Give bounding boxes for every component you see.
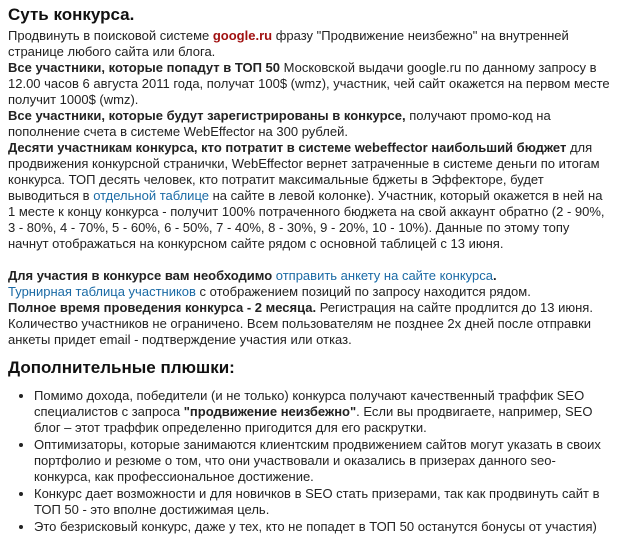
budget-bold: Десяти участникам конкурса, кто потратит в системе webeffector наибольший бюджет (8, 140, 567, 155)
list-item: • Конкурс дает возможности и для новичков в SEO стать призерами, так как продвинуть сайт в ТОП 50 - это вполне достижимая цель. (34, 486, 612, 518)
budget-text-end: на сайте в левой колонке). Участник, который окажется в ней на 1 месте к концу конкурса - получит 100% потраченного бюджета на свой аккаунт обратно (2 - 90%, 3 - 80%, 4 - 70%, 5 - 60%, 6 - 50%, 7 - 40%, 8 - 30%, 9 - 20%, 10 - 10%). Данные по этому топу начнут отображаться на конкурсном сайте рядом с основной таблицей с 13 июня. (8, 188, 605, 251)
list-item: • Это безрисковый конкурс, даже у тех, кто не попадет в ТОП 50 останутся бонусы от участия) (34, 519, 612, 535)
list-item (34, 388, 612, 436)
paragraph-goal (8, 28, 612, 60)
page-title: Суть конкурса. (8, 5, 135, 24)
top50-bold: Все участники, которые попадут в ТОП 50 (8, 60, 281, 75)
duration-text: Регистрация на сайте продлится до 13 июня. Количество участников не ограничено. Всем пользователям не позднее 2х дней после отправки анкеты придет email - подтверждение участия или отказ. (8, 300, 593, 347)
bonus-list (8, 388, 612, 535)
list-item-text-end: . Если вы продвигаете, например, SEO блог – этот траффик определенно пригодится для его раскрутки. (34, 404, 593, 435)
paragraph-budget (8, 140, 612, 252)
section-title: Дополнительные плюшки: (8, 358, 235, 377)
list-item-text: Помимо дохода, победители (и не только) конкурса получают качественный траффик SEO специалистов с запроса (34, 388, 585, 419)
send-form-link[interactable]: отправить анкету на сайте конкурса (275, 268, 493, 283)
top50-text: Московской выдачи google.ru по данному запросу в 12.00 часов 6 августа 2011 года, получат 100$ (wmz), участник, чей сайт окажется на первом месте получит 1000$ (wmz). (8, 60, 610, 107)
list-item-bold: "продвижение неизбежно" (183, 404, 357, 419)
tournament-text: с отображением позиций по запросу находится рядом. (195, 284, 531, 299)
registered-text: получают промо-код на пополнение счета в системе WebEffector на 300 рублей. (8, 108, 551, 139)
participation-bold: Для участия в конкурсе вам необходимо (8, 268, 273, 283)
paragraph-goal-text-end: фразу "Продвижение неизбежно" на внутренней странице любого сайта или блога. (8, 28, 569, 59)
participation-end: . (492, 268, 497, 283)
budget-text: для продвижения конкурсной странички, WebEffector вернет затраченные в системе деньги по итогам конкурса. ТОП десять человек, кто потратит максимальные бджеты в Эффекторе, будет выводиться в (8, 140, 600, 203)
paragraph-tournament (8, 284, 612, 300)
spacer (8, 252, 612, 268)
paragraph-goal-text: Продвинуть в поисковой системе (8, 28, 213, 43)
duration-bold: Полное время проведения конкурса - 2 месяца. (8, 300, 317, 315)
list-item: • Оптимизаторы, которые занимаются клиентским продвижением сайтов могут указать в своих портфолио и резюме о том, что они участвовали и оказались в призерах данного seo-конкурса, как профессиональное достижение. (34, 437, 612, 485)
paragraph-participation (8, 268, 612, 284)
tournament-table-link[interactable]: Турнирная таблица участников (8, 284, 196, 299)
google-brand: google.ru (212, 28, 273, 43)
paragraph-duration (8, 300, 612, 348)
separate-table-link[interactable]: отдельной таблице (93, 188, 209, 203)
registered-bold: Все участники, которые будут зарегистрированы в конкурсе, (8, 108, 406, 123)
paragraph-top50 (8, 60, 612, 108)
paragraph-registered (8, 108, 612, 140)
